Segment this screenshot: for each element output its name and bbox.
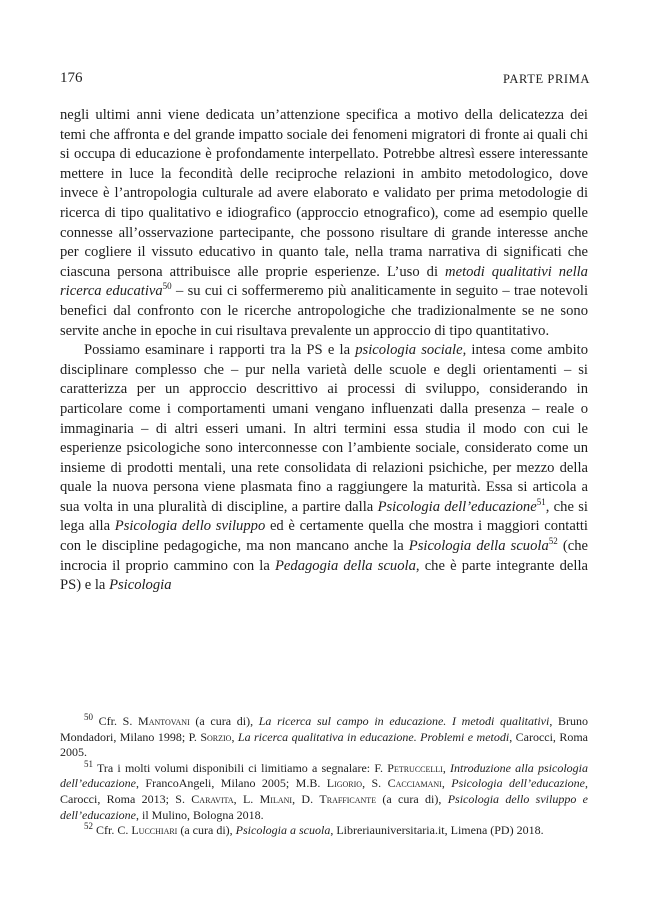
- text-run: (a cura di),: [376, 791, 448, 806]
- text-run: , il Mulino, Bologna 2018.: [135, 807, 264, 822]
- text-run: Possiamo esaminare i rapporti tra la PS e la: [84, 342, 356, 359]
- text-run: , Carocci, Roma 2005.: [60, 729, 589, 760]
- text-run: , FrancoAngeli, Milano 2005; M.B.: [135, 776, 327, 791]
- text-run: , Bruno Mondadori, Milano 1998; P.: [60, 714, 588, 744]
- italic-term: metodi qualitativi nella ricerca educativa: [60, 263, 588, 300]
- footnote-50: [60, 714, 588, 761]
- author-name: Ligorio: [326, 776, 363, 791]
- text-run: , che si lega alla: [60, 498, 588, 535]
- text-run: (a cura di),: [189, 714, 259, 728]
- text-run: ,: [441, 776, 452, 791]
- footnote-number: 50: [84, 712, 93, 722]
- text-run: Cfr. C.: [93, 823, 132, 838]
- main-text: [60, 106, 588, 596]
- footnote-51: [60, 758, 588, 823]
- page-header: [60, 70, 590, 90]
- book-title: La ricerca sul campo in educazione. I metodi qualitativi: [258, 714, 550, 728]
- footnote-ref-50[interactable]: 50: [162, 281, 172, 292]
- author-name: Cacciamani: [387, 776, 442, 791]
- italic-term: Psicologia della scuola: [408, 538, 549, 555]
- italic-term: Psicologia dello sviluppo: [114, 518, 266, 535]
- italic-term: Psicologia: [109, 577, 172, 594]
- text-run: Cfr. S.: [93, 714, 139, 728]
- text-run: Tra i molti volumi disponibili ci limitiamo a segnalare: F.: [93, 760, 388, 775]
- paragraph: [60, 106, 588, 341]
- book-title: Psicologia dello sviluppo e dell’educazione: [60, 791, 588, 822]
- book-title: Psicologia a scuola: [235, 823, 331, 838]
- book-title: Psicologia dell’educazione: [451, 776, 585, 791]
- author-name: Mantovani: [138, 714, 190, 728]
- footnote-52: [60, 823, 588, 839]
- text-run: (a cura di),: [177, 823, 236, 838]
- page-number: 176: [60, 70, 83, 86]
- running-head: PARTE PRIMA: [502, 72, 590, 86]
- author-name: Petruccelli: [387, 760, 443, 775]
- footnote-number: 52: [84, 821, 93, 832]
- text-run: , S.: [362, 776, 388, 791]
- text-run: (che incrocia il proprio cammino con la: [60, 538, 588, 574]
- footnotes: [60, 714, 588, 839]
- book-title: La ricerca qualitativa in educazione. Problemi e metodi: [237, 729, 510, 744]
- author-name: Sorzio: [200, 729, 232, 744]
- author-name: Lucchiari: [131, 823, 178, 838]
- text-run: , D.: [292, 791, 320, 806]
- text-run: , Carocci, Roma 2013; S.: [60, 776, 588, 806]
- text-run: – su cui ci soffermeremo più analiticamente in seguito – trae notevoli benefici dal confronto con le ricerche antropologiche che tradizionalmente se ne sono servite anche in epoche in cui risultava prevalente un approccio di tipo quantitativo.: [60, 283, 588, 339]
- paragraph: [60, 341, 588, 596]
- book-title: Introduzione alla psicologia dell’educazione: [60, 760, 588, 791]
- text-run: ,: [231, 729, 238, 744]
- text-run: negli ultimi anni viene dedicata un’attenzione specifica a motivo della delicatezza dei temi che affronta e del grande impatto sociale dei fenomeni migratori di fronte ai quali chi si occupa di educazione è profondamente interpellato. Potrebbe altresì essere interessante mettere in luce la fecondità delle reciproche relazioni in ambito metodologico, dove invece è l’antropologia culturale ad avere elaborato e validato per prima metodologie di ricerca di tipo qualitativo e idiografico (approccio etnografico), come ad esempio quelle connesse all’osservazione partecipante, che possono risultare di grande interesse anche per cogliere il vissuto educativo in quanto tale, nella trama narrativa di significati che ciascuna persona attribuisce alle proprie esperienze. L’uso di: [60, 107, 588, 280]
- author-name: Caravita: [191, 791, 234, 806]
- text-run: , intesa come ambito disciplinare complesso che – pur nella varietà delle scuole e degli orientamenti – si caratterizza per un approccio descrittivo ai processi di sviluppo, considerando in particolare come i comportamenti umani vengano influenzati dalla presenza – reale o immaginaria – di altri esseri umani. In altri termini essa studia il modo con cui le esperienze psicologiche sono interconnesse con l’ambiente sociale, considerato come un insieme di prodotti mentali, una rete consolidata di relazioni psichiche, per mezzo della quale la nuova persona viene plasmata fino a raggiungere la maturità. Essa si articola a sua volta in una pluralità di discipline, a partire dalla: [60, 342, 588, 515]
- italic-term: Pedagogia della scuola: [275, 557, 416, 574]
- text-run: , Libreriauniversitaria.it, Limena (PD) 2018.: [330, 823, 544, 838]
- footnote-number: 51: [84, 758, 93, 769]
- author-name: Trafficante: [319, 791, 377, 806]
- italic-term: psicologia sociale: [355, 342, 463, 359]
- text-run: , L.: [233, 791, 260, 806]
- footnote-ref-51[interactable]: 51: [536, 497, 546, 508]
- text-run: , che è parte integrante della PS) e la: [60, 557, 588, 594]
- text-run: ed è certamente quella che mostra i maggiori contatti con le discipline pedagogiche, ma non mancano anche la: [60, 518, 588, 555]
- text-run: ,: [442, 760, 451, 775]
- italic-term: Psicologia dell’educazione: [377, 498, 537, 515]
- author-name: Milani: [259, 791, 293, 806]
- footnote-ref-52[interactable]: 52: [548, 536, 558, 547]
